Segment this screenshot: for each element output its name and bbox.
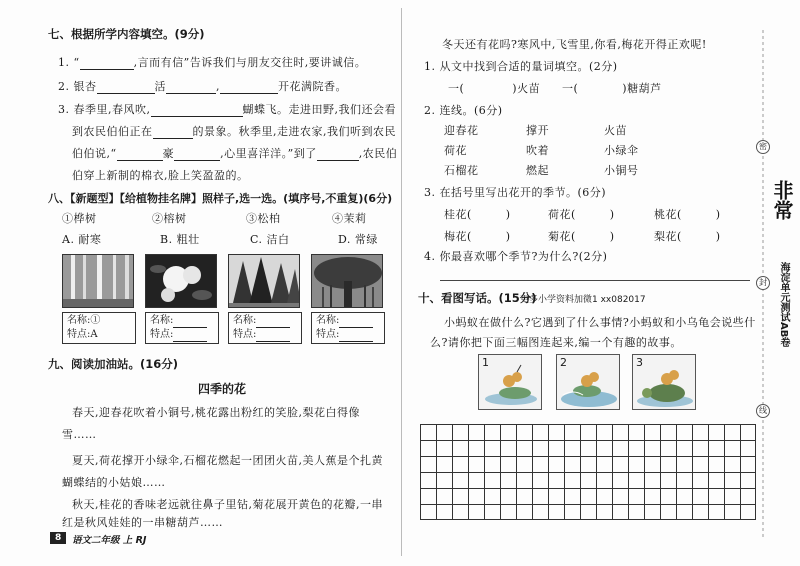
q4-title: 4. 你最喜欢哪个季节?为什么?(2分) — [424, 250, 608, 263]
seal-circle-2: 封 — [756, 276, 770, 290]
q3-plum[interactable]: 梅花( ) — [444, 230, 511, 243]
story-picture-3: 3 — [632, 354, 696, 410]
q3-pear[interactable]: 梨花( ) — [654, 230, 721, 243]
q4-answer-line[interactable] — [440, 280, 750, 281]
watermark-text: 更多小学资料加微1 xx082017 — [520, 295, 646, 305]
name-card-example: 名称:① 特点:A — [62, 312, 136, 344]
passage-p2a: 夏天,荷花撑开小绿伞,石榴花燃起一团团火苗,美人蕉是个扎黄 — [72, 454, 383, 467]
name-card-2[interactable]: 名称: 特点: — [145, 312, 219, 344]
q3-title: 3. 在括号里写出花开的季节。(6分) — [424, 186, 607, 199]
trait-c: C. 洁白 — [250, 233, 290, 246]
q7-1: 1. “ ,言而有信”告诉我们与朋友交往时,要讲诚信。 — [58, 56, 367, 69]
series-title: 海淀单元测试AB卷 — [778, 262, 789, 348]
blank[interactable] — [317, 149, 359, 161]
q2-col2-3[interactable]: 燃起 — [526, 164, 549, 177]
passage-title: 四季的花 — [198, 382, 247, 396]
seal-circle-3: 线 — [756, 404, 770, 418]
q2-col3-3[interactable]: 小铜号 — [604, 164, 639, 177]
blank[interactable] — [220, 82, 278, 94]
blank[interactable] — [166, 82, 216, 94]
q3-lotus[interactable]: 荷花( ) — [548, 208, 615, 221]
trait-b: B. 粗壮 — [160, 233, 200, 246]
name-card-3[interactable]: 名称: 特点: — [228, 312, 302, 344]
sec10-line1: 小蚂蚁在做什么?它遇到了什么事情?小蚂蚁和小乌龟会说些什 — [444, 316, 756, 329]
blank[interactable] — [97, 82, 155, 94]
q3-peach[interactable]: 桃花( ) — [654, 208, 721, 221]
passage-p1a: 春天,迎春花吹着小铜号,桃花露出粉红的笑脸,梨花白得像 — [72, 406, 360, 419]
plant-option-3: ③松柏 — [246, 212, 281, 225]
banyan-photo — [311, 254, 383, 308]
q2-col2-2[interactable]: 吹着 — [526, 144, 549, 157]
q7-3-line1: 3. 春季里,春风吹, 蝴蝶飞。走进田野,我们还会看 — [58, 103, 396, 116]
q1-title: 1. 从文中找到合适的量词填空。(2分) — [424, 60, 618, 73]
passage-winter-line: 冬天还有花吗?寒风中,飞雪里,你看,梅花开得正欢呢! — [442, 38, 707, 51]
birch-photo — [62, 254, 134, 308]
q2-col3-2[interactable]: 小绿伞 — [604, 144, 639, 157]
section-8-title: 八、【新题型】【给植物挂名牌】照样子,选一选。(填序号,不重复)(6分) — [48, 192, 393, 205]
passage-p2b: 蝴蝶结的小姑娘…… — [62, 476, 166, 489]
section-9-title: 九、阅读加油站。(16分) — [48, 357, 179, 371]
sec10-line2: 么?请你把下面三幅图连起来,编一个有趣的故事。 — [430, 336, 682, 349]
q1-b: 一( )糖葫芦 — [562, 82, 662, 95]
blank[interactable] — [153, 127, 193, 139]
plant-option-4: ④茉莉 — [332, 212, 367, 225]
q2-title: 2. 连线。(6分) — [424, 104, 503, 117]
section-10-title: 十、看图写话。(15分) — [418, 291, 537, 305]
blank[interactable] — [80, 58, 134, 70]
story-picture-2: 2 — [556, 354, 620, 410]
writing-grid[interactable] — [420, 424, 756, 520]
blank[interactable] — [174, 149, 220, 161]
passage-p3a: 秋天,桂花的香味老远就往鼻子里钻,菊花展开黄色的花瓣,一串 — [72, 498, 383, 511]
q7-3-line4: 伯穿上新制的棉衣,脸上笑盈盈的。 — [72, 169, 249, 182]
passage-p3b: 红是秋风娃娃的一串糖葫芦…… — [62, 516, 223, 529]
q7-3-line2: 到农民伯伯正在 的景象。秋季里,走进农家,我们听到农民 — [72, 125, 396, 138]
q1-a: 一( )火苗 — [448, 82, 541, 95]
name-card-4[interactable]: 名称: 特点: — [311, 312, 385, 344]
blank[interactable] — [117, 149, 163, 161]
trait-a: A. 耐寒 — [62, 233, 102, 246]
trait-d: D. 常绿 — [338, 233, 378, 246]
seal-circle-1: 密 — [756, 140, 770, 154]
q2-col2-1[interactable]: 撑开 — [526, 124, 549, 137]
q2-col3-1[interactable]: 火苗 — [604, 124, 627, 137]
plant-option-2: ②榕树 — [152, 212, 187, 225]
q2-col1-3[interactable]: 石榴花 — [444, 164, 479, 177]
q3-chrysanthemum[interactable]: 菊花( ) — [548, 230, 615, 243]
pine-photo — [228, 254, 300, 308]
q7-2: 2. 银杏 活 , 开花满院香。 — [58, 80, 347, 93]
plant-option-1: ①桦树 — [62, 212, 97, 225]
section-7-title: 七、根据所学内容填空。(9分) — [48, 27, 205, 41]
q2-col1-2[interactable]: 荷花 — [444, 144, 467, 157]
q3-osmanthus[interactable]: 桂花( ) — [444, 208, 511, 221]
brand-logo: 非常 — [770, 180, 794, 220]
jasmine-photo — [145, 254, 217, 308]
q7-3-line3: 伯伯说,“ 豪 ,心里喜洋洋。”到了 ,农民伯 — [72, 147, 398, 160]
story-picture-1: 1 — [478, 354, 542, 410]
column-divider — [401, 8, 402, 556]
page-number: 8 — [50, 532, 66, 544]
q2-col1-1[interactable]: 迎春花 — [444, 124, 479, 137]
passage-p1b: 雪…… — [62, 428, 97, 441]
footer-label: 语文二年级 上 RJ — [72, 535, 147, 546]
blank[interactable] — [151, 105, 243, 117]
